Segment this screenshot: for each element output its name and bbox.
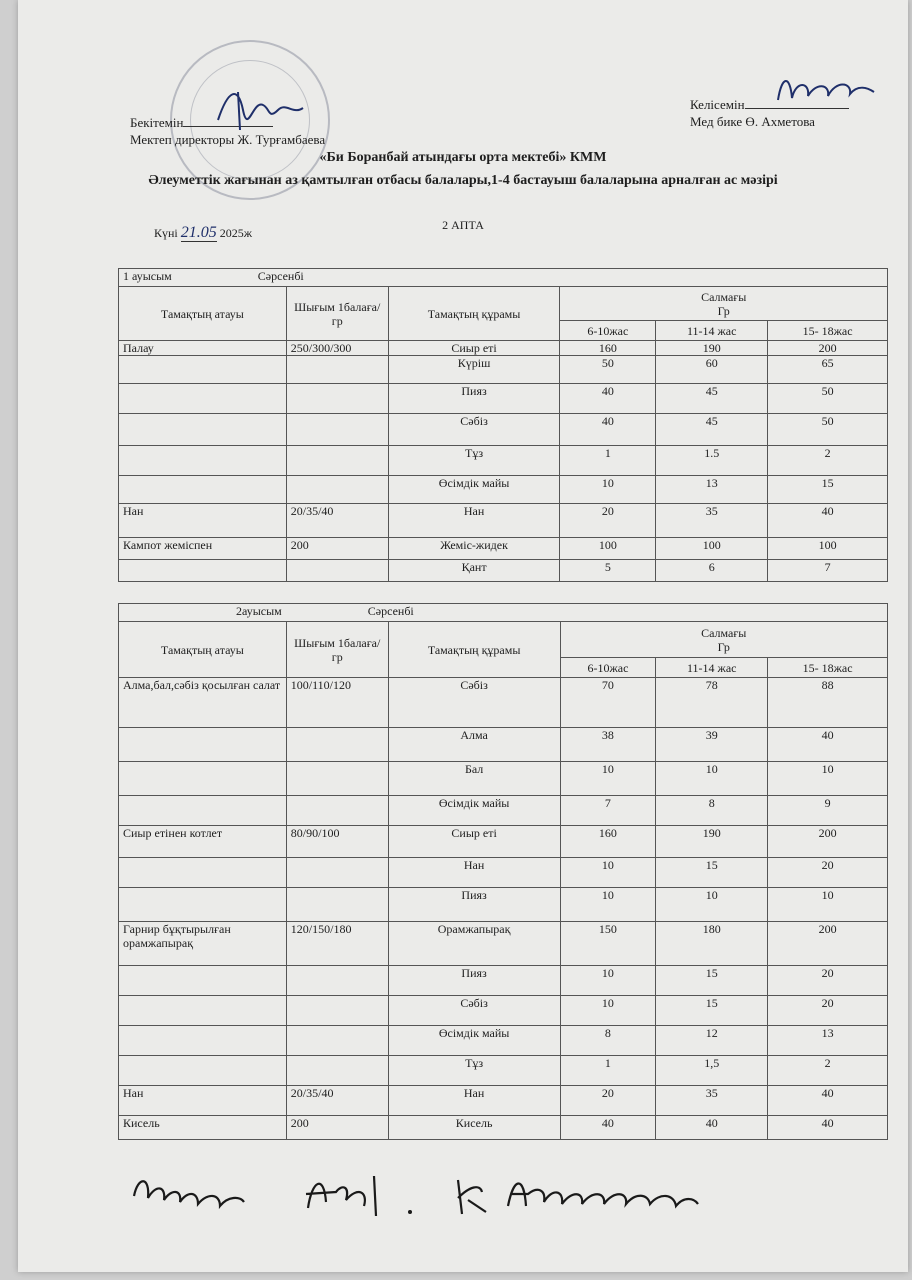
nurse-line: Мед бике Ө. Ахметова [690,114,815,129]
yield-cell [286,356,388,384]
shift1-label-row [119,269,888,287]
value-6-10-cell: 150 [560,922,656,966]
table-row [119,922,888,966]
dish-cell [119,796,287,826]
component-cell: Сиыр еті [388,826,560,858]
value-11-14-cell: 6 [656,560,768,582]
value-11-14-cell: 15 [656,996,768,1026]
table-row [119,341,888,356]
table-row [119,1056,888,1086]
yield-cell [286,560,388,582]
value-6-10-cell: 160 [560,826,656,858]
value-6-10-cell: 1 [560,1056,656,1086]
value-11-14-cell: 10 [656,888,768,922]
table-row [119,1026,888,1056]
yield-cell: 200 [286,538,388,560]
value-6-10-cell: 160 [560,341,656,356]
shift2-label: 2ауысым [236,604,282,618]
yield-cell [286,996,388,1026]
dish-cell: Нан [119,504,287,538]
table-row [119,796,888,826]
header-composition: Тамақтың құрамы [388,287,560,341]
value-6-10-cell: 10 [560,888,656,922]
menu-heading [18,172,908,190]
yield-cell [286,728,388,762]
table-row [119,476,888,504]
component-cell: Күріш [388,356,560,384]
component-cell: Тұз [388,446,560,476]
header-dish: Тамақтың атауы [119,287,287,341]
value-6-10-cell: 10 [560,762,656,796]
table-row [119,1116,888,1140]
yield-cell: 80/90/100 [286,826,388,858]
value-15-18-cell: 13 [768,1026,888,1056]
value-15-18-cell: 65 [768,356,888,384]
value-11-14-cell: 1,5 [656,1056,768,1086]
component-cell: Сиыр еті [388,341,560,356]
table-row [119,356,888,384]
yield-cell [286,762,388,796]
menu-heading-text: Әлеуметтік жағынан аз қамтылған отбасы балалары,1-4 бастауыш балаларына арналған ас мәзірі [148,173,778,188]
yield-cell [286,1056,388,1086]
value-15-18-cell: 10 [768,888,888,922]
date-handwritten: 21.05 [180,224,217,241]
header-age-11-14: 11-14 жас [656,321,768,341]
value-11-14-cell: 10 [656,762,768,796]
value-15-18-cell: 10 [768,762,888,796]
value-11-14-cell: 35 [656,1086,768,1116]
dish-cell: Сиыр етінен котлет [119,826,287,858]
value-15-18-cell: 50 [768,384,888,414]
dish-cell: Кисель [119,1116,287,1140]
table-row [119,762,888,796]
table-row [119,384,888,414]
value-15-18-cell: 100 [768,538,888,560]
value-6-10-cell: 38 [560,728,656,762]
header-yield: Шығым 1балаға/гр [286,287,388,341]
component-cell: Пияз [388,384,560,414]
value-15-18-cell: 200 [768,826,888,858]
value-15-18-cell: 40 [768,1086,888,1116]
director-line: Мектеп директоры Ж. Турғамбаева [130,132,326,147]
table-row [119,678,888,728]
value-11-14-cell: 190 [656,826,768,858]
component-cell: Жеміс-жидек [388,538,560,560]
shift2-label-row [119,604,888,622]
date-line [154,224,252,242]
value-11-14-cell: 60 [656,356,768,384]
yield-cell: 200 [286,1116,388,1140]
footer-signatures [128,1166,748,1222]
value-15-18-cell: 2 [768,446,888,476]
component-cell: Тұз [388,1056,560,1086]
yield-cell [286,476,388,504]
approve-label: Бекітемін [130,115,184,130]
dish-cell [119,1056,287,1086]
shift2-table [118,603,888,1140]
value-11-14-cell: 45 [656,384,768,414]
school-title: «Би Боранбай атындағы орта мектебі» КММ [319,150,607,165]
component-cell: Кисель [388,1116,560,1140]
table-row [119,446,888,476]
header-unit: Гр [717,639,730,654]
value-6-10-cell: 20 [560,1086,656,1116]
dish-cell: Гарнир бұқтырылған орамжапырақ [119,922,287,966]
agree-label: Келісемін [690,97,745,112]
value-6-10-cell: 5 [560,560,656,582]
value-6-10-cell: 100 [560,538,656,560]
table-row [119,888,888,922]
dish-cell: Кампот жеміспен [119,538,287,560]
table-row [119,826,888,858]
header-composition: Тамақтың құрамы [388,622,560,678]
table-row [119,538,888,560]
dish-cell [119,414,287,446]
component-cell: Нан [388,1086,560,1116]
header-weight [560,287,888,321]
component-cell: Өсімдік майы [388,1026,560,1056]
component-cell: Пияз [388,888,560,922]
yield-cell [286,888,388,922]
component-cell: Нан [388,504,560,538]
component-cell: Сәбіз [388,678,560,728]
component-cell: Бал [388,762,560,796]
value-15-18-cell: 7 [768,560,888,582]
table-row [119,560,888,582]
value-6-10-cell: 40 [560,414,656,446]
value-6-10-cell: 40 [560,384,656,414]
yield-cell [286,384,388,414]
dish-cell [119,762,287,796]
yield-cell [286,1026,388,1056]
value-15-18-cell: 40 [768,1116,888,1140]
dish-cell [119,356,287,384]
yield-cell [286,414,388,446]
header-weight [560,622,888,658]
value-15-18-cell: 40 [768,728,888,762]
value-11-14-cell: 35 [656,504,768,538]
header-age-15-18: 15- 18жас [768,321,888,341]
value-11-14-cell: 100 [656,538,768,560]
dish-cell [119,446,287,476]
table-row [119,1086,888,1116]
value-11-14-cell: 40 [656,1116,768,1140]
value-11-14-cell: 1.5 [656,446,768,476]
component-cell: Пияз [388,966,560,996]
header-age-15-18: 15- 18жас [768,658,888,678]
value-11-14-cell: 15 [656,966,768,996]
value-11-14-cell: 39 [656,728,768,762]
value-15-18-cell: 20 [768,966,888,996]
component-cell: Өсімдік майы [388,796,560,826]
value-15-18-cell: 200 [768,922,888,966]
component-cell: Орамжапырақ [388,922,560,966]
value-6-10-cell: 10 [560,966,656,996]
shift1-label: 1 ауысым [123,269,172,283]
value-11-14-cell: 190 [656,341,768,356]
yield-cell [286,446,388,476]
value-15-18-cell: 200 [768,341,888,356]
dish-cell [119,1026,287,1056]
dish-cell [119,476,287,504]
shift2-day: Сәрсенбі [367,604,414,618]
value-6-10-cell: 20 [560,504,656,538]
dish-cell [119,996,287,1026]
component-cell: Өсімдік майы [388,476,560,504]
table-row [119,996,888,1026]
document-page [18,0,908,1272]
dish-cell [119,384,287,414]
header-weight-label: Салмағы [701,289,747,304]
table-row [119,504,888,538]
value-11-14-cell: 13 [656,476,768,504]
value-15-18-cell: 40 [768,504,888,538]
value-15-18-cell: 15 [768,476,888,504]
value-15-18-cell: 2 [768,1056,888,1086]
value-15-18-cell: 20 [768,996,888,1026]
value-15-18-cell: 88 [768,678,888,728]
value-6-10-cell: 10 [560,996,656,1026]
dish-cell [119,966,287,996]
yield-cell [286,858,388,888]
value-11-14-cell: 180 [656,922,768,966]
value-11-14-cell: 12 [656,1026,768,1056]
value-15-18-cell: 50 [768,414,888,446]
value-6-10-cell: 8 [560,1026,656,1056]
director-signature [208,80,318,140]
dish-cell [119,560,287,582]
dish-cell: Нан [119,1086,287,1116]
value-11-14-cell: 45 [656,414,768,446]
date-prefix: Күні [154,226,178,240]
component-cell: Сәбіз [388,414,560,446]
component-cell: Сәбіз [388,996,560,1026]
value-11-14-cell: 8 [656,796,768,826]
dish-cell: Палау [119,341,287,356]
header-dish: Тамақтың атауы [119,622,287,678]
header-age-11-14: 11-14 жас [656,658,768,678]
component-cell: Қант [388,560,560,582]
nurse-signature [770,70,880,110]
header-age-6-10: 6-10жас [560,321,656,341]
table-row [119,414,888,446]
value-6-10-cell: 10 [560,858,656,888]
dish-cell [119,858,287,888]
value-15-18-cell: 9 [768,796,888,826]
table-row [119,728,888,762]
value-15-18-cell: 20 [768,858,888,888]
yield-cell: 20/35/40 [286,1086,388,1116]
dish-cell [119,888,287,922]
shift1-day: Сәрсенбі [257,269,304,283]
component-cell: Алма [388,728,560,762]
header-weight-label: Салмағы [701,625,747,640]
header-yield: Шығым 1балаға/гр [286,622,388,678]
yield-cell [286,966,388,996]
header-unit: Гр [717,303,730,318]
week-label: 2 АПТА [442,218,484,232]
value-11-14-cell: 15 [656,858,768,888]
table-row [119,966,888,996]
value-6-10-cell: 1 [560,446,656,476]
yield-cell: 250/300/300 [286,341,388,356]
dish-cell: Алма,бал,сәбіз қосылған салат [119,678,287,728]
header-age-6-10: 6-10жас [560,658,656,678]
yield-cell: 100/110/120 [286,678,388,728]
value-6-10-cell: 7 [560,796,656,826]
date-suffix: 2025ж [219,226,253,240]
value-6-10-cell: 70 [560,678,656,728]
value-6-10-cell: 10 [560,476,656,504]
yield-cell: 20/35/40 [286,504,388,538]
shift1-table [118,268,888,582]
component-cell: Нан [388,858,560,888]
yield-cell [286,796,388,826]
yield-cell: 120/150/180 [286,922,388,966]
dish-cell [119,728,287,762]
value-6-10-cell: 40 [560,1116,656,1140]
table-row [119,858,888,888]
value-6-10-cell: 50 [560,356,656,384]
value-11-14-cell: 78 [656,678,768,728]
